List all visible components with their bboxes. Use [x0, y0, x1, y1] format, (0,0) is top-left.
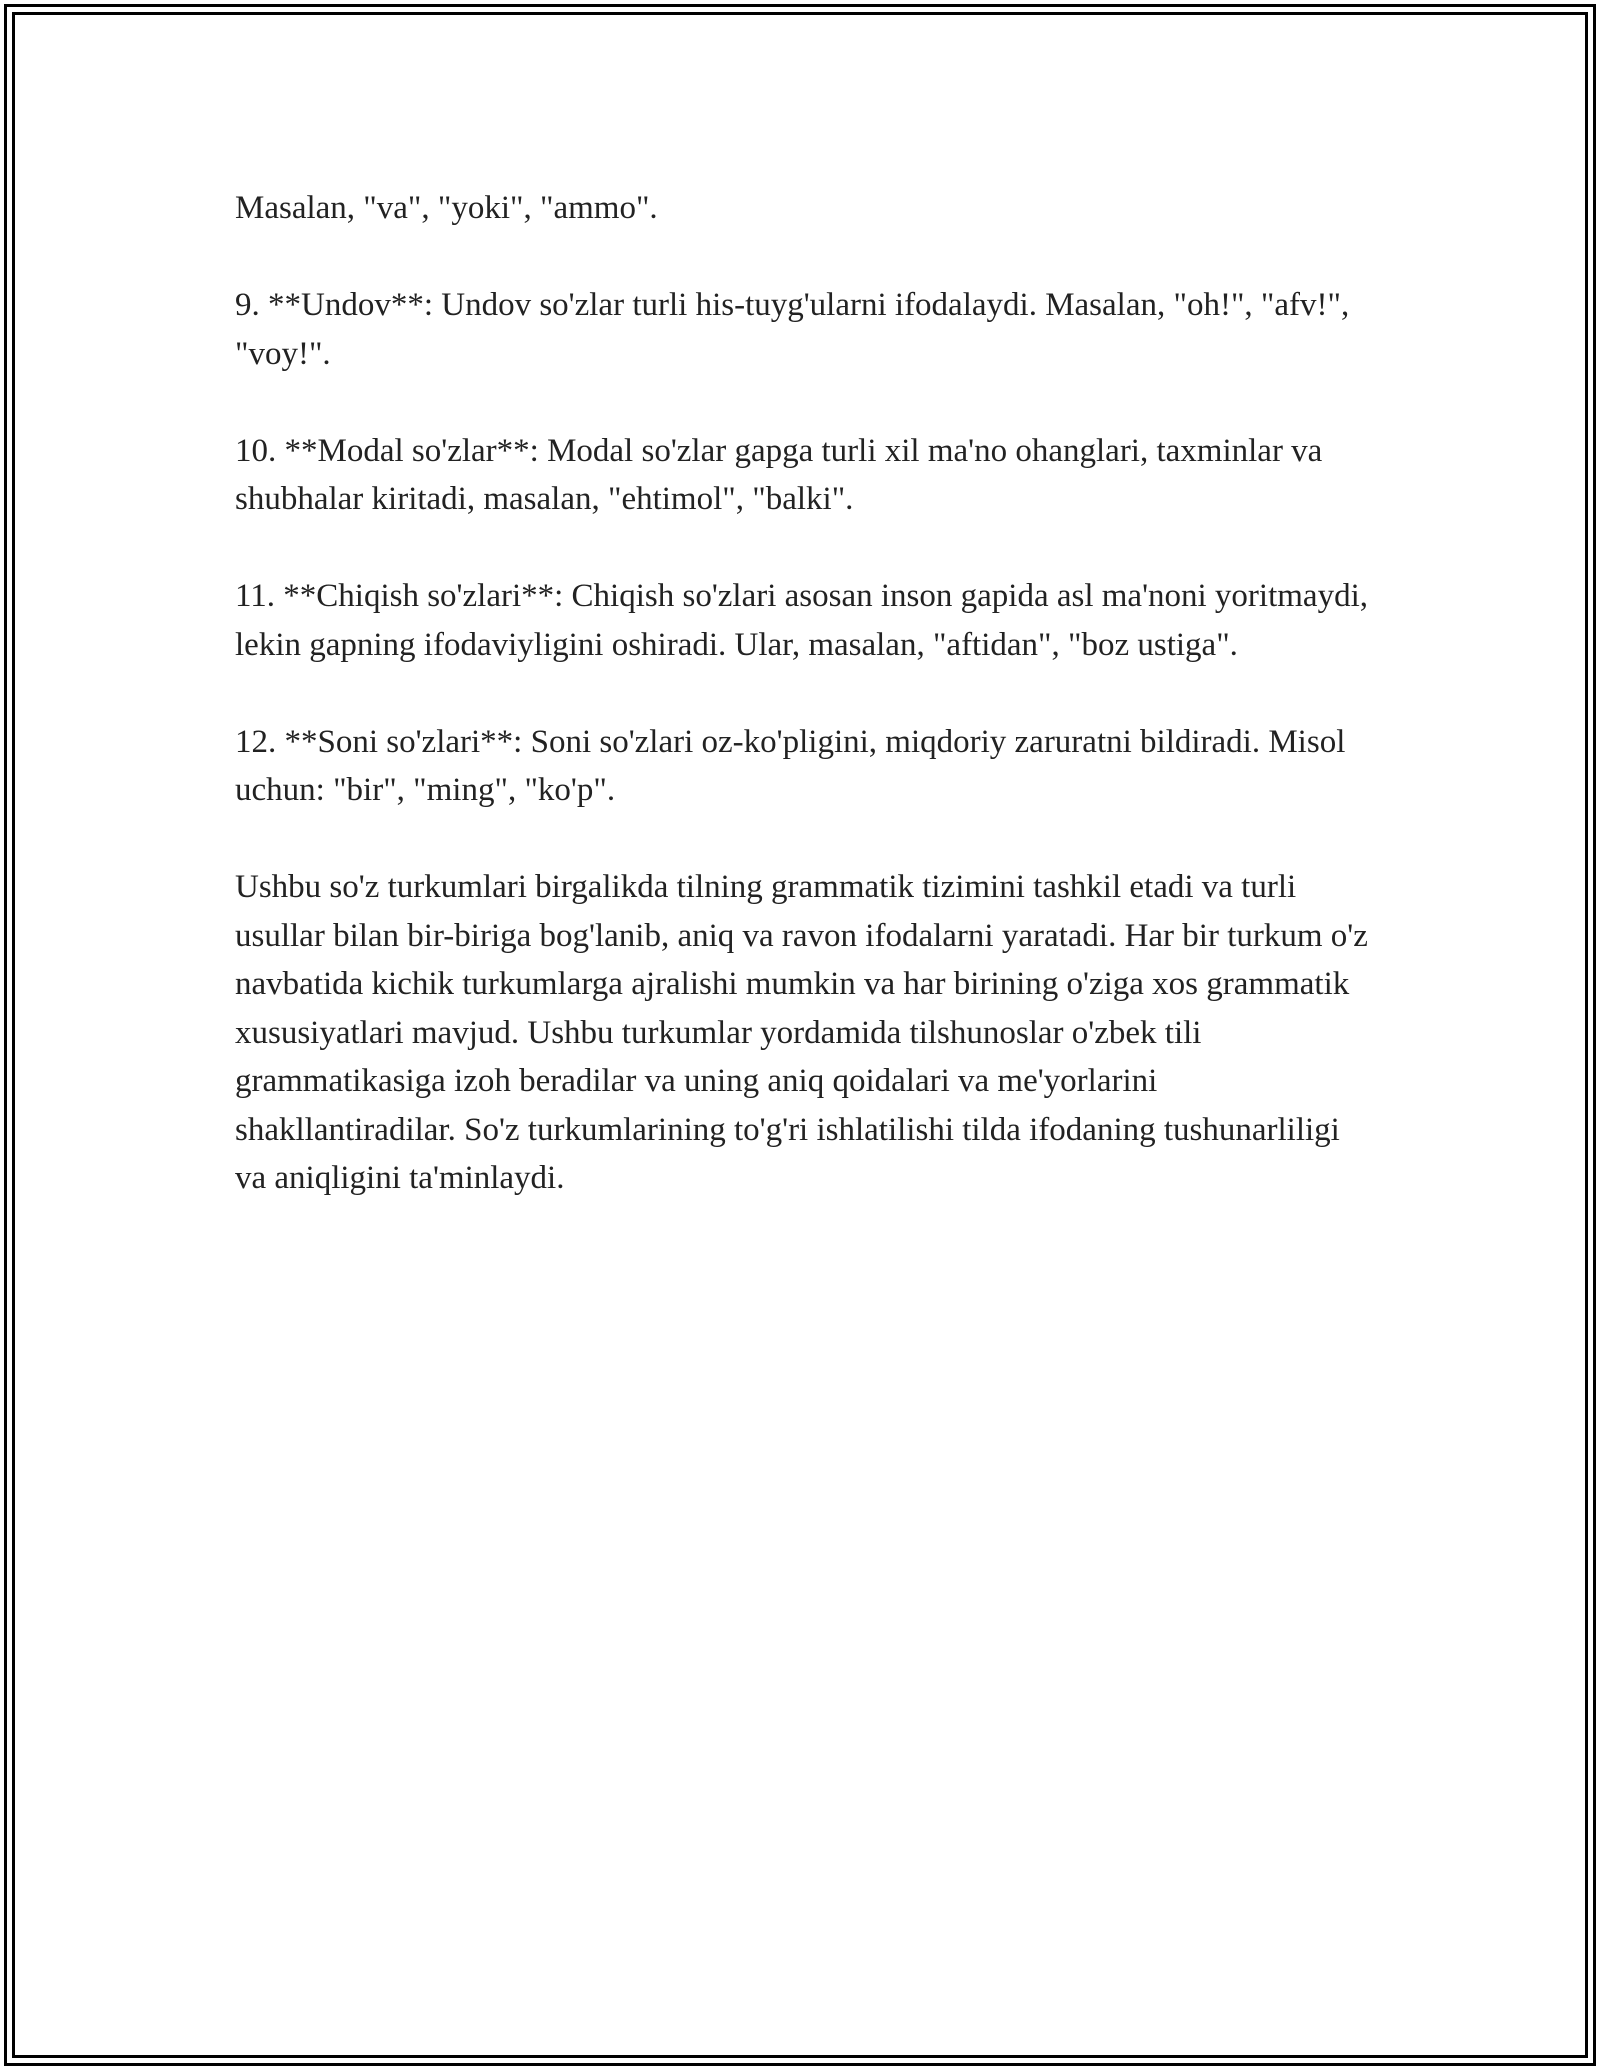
paragraph-modal-sozlar: 10. **Modal so'zlar**: Modal so'zlar gapga turli xil ma'no ohanglari, taxminlar va shubhalar kiritadi, masalan, "ehtimol", "balki".: [235, 432, 1323, 517]
paragraph-undov: 9. **Undov**: Undov so'zlar turli his-tuyg'ularni ifodalaydi. Masalan, "oh!", "afv!", "voy!".: [235, 287, 1350, 372]
paragraph-soni-sozlari: 12. **Soni so'zlari**: Soni so'zlari oz-ko'pligini, miqdoriy zaruratni bildiradi. Misol uchun: "bir", "ming", "ko'p".: [235, 723, 1346, 808]
paragraph-conclusion: Ushbu so'z turkumlari birgalikda tilning grammatik tizimini tashkil etadi va turli usullar bilan bir-biriga bog'lanib, aniq va ravon ifodalarni yaratadi. Har bir turkum o'z navbatida kichik turkumlarga ajralishi mumkin va har birining o'ziga xos grammatik xususiyatlari mavjud. Ushbu turkumlar yordamida tilshunoslar o'zbek tili grammatikasiga izoh beradilar va uning aniq qoidalari va me'yorlarini shakllantiradilar. So'z turkumlarining to'g'ri ishlatilishi tilda ifodaning tushunarliligi va aniqligini ta'minlaydi.: [235, 869, 1368, 1196]
document-body: [235, 184, 1375, 1251]
paragraph-chiqish-sozlari: 11. **Chiqish so'zlari**: Chiqish so'zlari asosan inson gapida asl ma'noni yoritmaydi, lekin gapning ifodaviyligini oshiradi. Ular, masalan, "aftidan", "boz ustiga".: [235, 578, 1368, 663]
paragraph-conjunction-examples: Masalan, "va", "yoki", "ammo".: [235, 190, 658, 226]
